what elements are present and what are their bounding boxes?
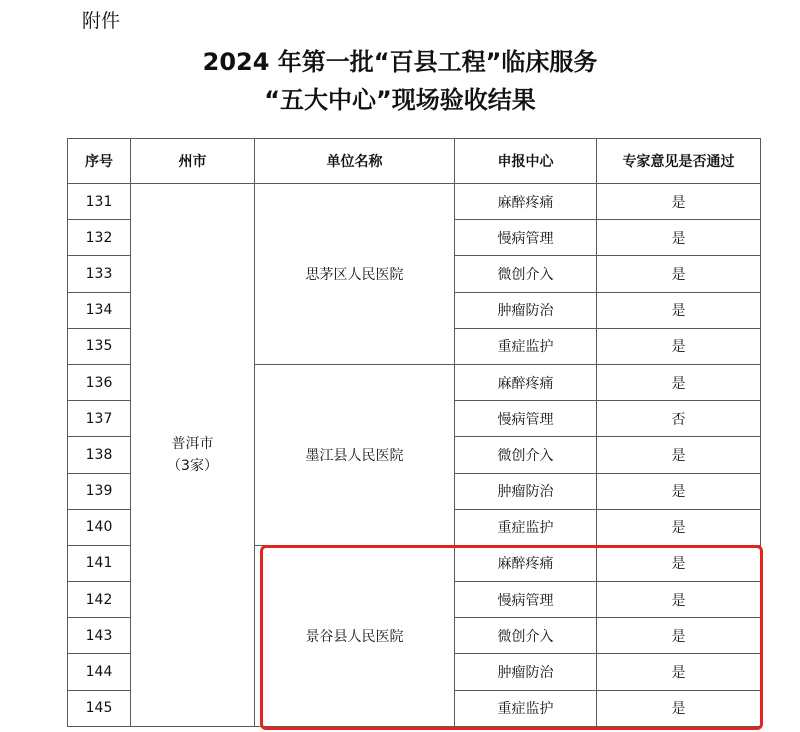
seq-cell: 131	[68, 184, 131, 220]
pass-cell: 是	[597, 328, 761, 364]
header-seq: 序号	[68, 139, 131, 184]
pass-cell: 否	[597, 401, 761, 437]
table-row	[68, 184, 761, 220]
seq-cell: 140	[68, 509, 131, 545]
pass-cell: 是	[597, 292, 761, 328]
pass-cell: 是	[597, 690, 761, 726]
center-cell: 麻醉疼痛	[455, 184, 597, 220]
center-cell: 慢病管理	[455, 220, 597, 256]
pass-cell: 是	[597, 184, 761, 220]
center-cell: 微创介入	[455, 437, 597, 473]
pass-cell: 是	[597, 473, 761, 509]
center-cell: 肿瘤防治	[455, 654, 597, 690]
seq-cell: 132	[68, 220, 131, 256]
pass-cell: 是	[597, 582, 761, 618]
pass-cell: 是	[597, 437, 761, 473]
city-count: （3家）	[167, 457, 218, 474]
pass-cell: 是	[597, 220, 761, 256]
center-cell: 慢病管理	[455, 582, 597, 618]
center-cell: 麻醉疼痛	[455, 545, 597, 581]
center-cell: 慢病管理	[455, 401, 597, 437]
header-city: 州市	[131, 139, 255, 184]
center-cell: 重症监护	[455, 690, 597, 726]
unit-name-cell: 思茅区人民医院	[255, 184, 455, 365]
seq-cell: 138	[68, 437, 131, 473]
pass-cell: 是	[597, 654, 761, 690]
page-title-line1: 2024 年第一批“百县工程”临床服务	[202, 48, 598, 76]
center-cell: 重症监护	[455, 509, 597, 545]
header-center: 申报中心	[455, 139, 597, 184]
city-name: 普洱市	[171, 435, 214, 452]
page-title-line2: “五大中心”现场验收结果	[264, 86, 536, 114]
pass-cell: 是	[597, 256, 761, 292]
seq-cell: 139	[68, 473, 131, 509]
table-header-row	[68, 139, 761, 184]
seq-cell: 144	[68, 654, 131, 690]
center-cell: 微创介入	[455, 618, 597, 654]
header-unit: 单位名称	[255, 139, 455, 184]
unit-name-cell: 墨江县人民医院	[255, 364, 455, 545]
seq-cell: 133	[68, 256, 131, 292]
pass-cell: 是	[597, 545, 761, 581]
seq-cell: 143	[68, 618, 131, 654]
center-cell: 微创介入	[455, 256, 597, 292]
pass-cell: 是	[597, 509, 761, 545]
seq-cell: 141	[68, 545, 131, 581]
header-opinion: 专家意见是否通过	[597, 139, 761, 184]
city-cell	[131, 184, 255, 727]
pass-cell: 是	[597, 618, 761, 654]
center-cell: 重症监护	[455, 328, 597, 364]
center-cell: 肿瘤防治	[455, 473, 597, 509]
attachment-label: 附件	[82, 10, 121, 32]
center-cell: 肿瘤防治	[455, 292, 597, 328]
pass-cell: 是	[597, 364, 761, 400]
acceptance-results-table	[67, 138, 761, 727]
center-cell: 麻醉疼痛	[455, 364, 597, 400]
seq-cell: 137	[68, 401, 131, 437]
seq-cell: 135	[68, 328, 131, 364]
seq-cell: 142	[68, 582, 131, 618]
seq-cell: 134	[68, 292, 131, 328]
seq-cell: 136	[68, 364, 131, 400]
seq-cell: 145	[68, 690, 131, 726]
unit-name-cell: 景谷县人民医院	[255, 545, 455, 726]
